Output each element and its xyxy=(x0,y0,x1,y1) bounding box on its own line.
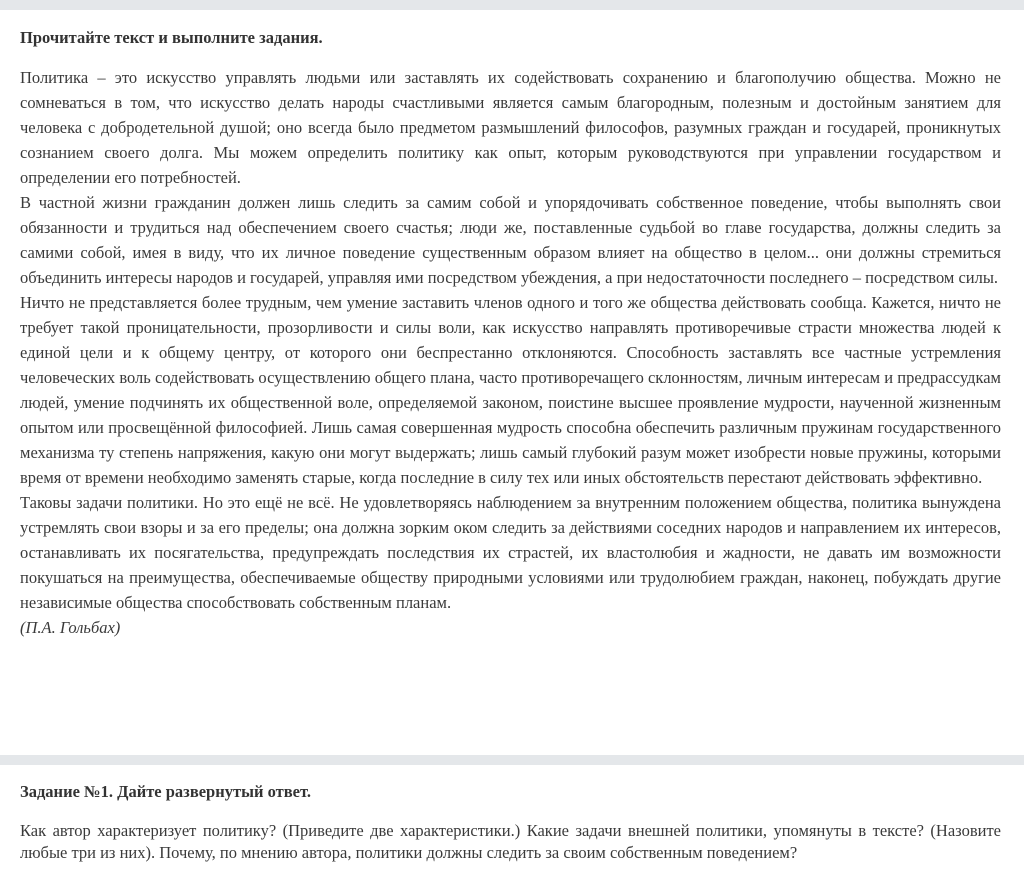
author-attribution: (П.А. Гольбах) xyxy=(20,618,121,637)
task-card xyxy=(20,781,1001,864)
text-paragraph: В частной жизни гражданин должен лишь следить за самим собой и упорядочивать собственное поведение, чтобы выполнять свои обязанности и трудиться над обеспечением своего счастья; люди же, поставленные судьбой во главе государства, должны следить за самими собой, имея в виду, что их личное поведение существенным образом влияет на общество в целом... они должны стремиться объединить интересы народов и государей, управляя ими посредством убеждения, а при недостаточности последнего – посредством силы. xyxy=(20,193,1001,287)
text-paragraph: Таковы задачи политики. Но это ещё не всё. Не удовлетворяясь наблюдением за внутренним положением общества, политика вынуждена устремлять свои взоры и за его пределы; она должна зорким оком следить за действиями соседних народов и направлением их интересов, останавливать их посягательства, предупреждать последствия их страстей, их властолюбия и жадности, не давать им возможности покушаться на преимущества, обеспечиваемые обществу природными условиями или трудолюбием граждан, наконец, побуждать другие независимые общества способствовать собственным планам. xyxy=(20,493,1001,612)
text-paragraph: Ничто не представляется более трудным, чем умение заставить членов одного и того же общества действовать сообща. Кажется, ничто не требует такой проницательности, прозорливости и силы воли, как искусство направлять противоречивые страсти множества людей к единой цели и к общему центру, от которого они беспрестанно отклоняются. Способность заставлять все частные устремления человеческих воль содействовать осуществлению общего плана, часто противоречащего склонностям, личным интересам и предрассудкам людей, умение подчинять их общественной воле, определяемой законом, поистине высшее проявление мудрости, наученной жизненным опытом или просвещённой философией. Лишь самая совершенная мудрость способна обеспечить различным пружинам государственного механизма ту степень напряжения, какую они могут выдержать; лишь самый глубокий разум может изобрести новые пружины, которыми время от времени необходимо заменять старые, когда последние в силу тех или иных обстоятельств перестают действовать эффективно. xyxy=(20,293,1001,487)
reading-card xyxy=(20,27,1001,640)
text-paragraph: Политика – это искусство управлять людьми или заставлять их содействовать сохранению и благополучию общества. Можно не сомневаться в том, что искусство делать народы счастливыми является самым благородным, полезным и достойным занятием для человека с добродетельной душой; оно всегда было предметом размышлений философов, разумных граждан и государей, проникнутых сознанием своего долга. Мы можем определить политику как опыт, которым руководствуются при управлении государством и определении его потребностей. xyxy=(20,68,1001,187)
section-divider xyxy=(0,755,1024,765)
instruction-heading: Прочитайте текст и выполните задания. xyxy=(20,28,323,47)
task-question: Как автор характеризует политику? (Приведите две характеристики.) Какие задачи внешней политики, упомянуты в тексте? (Назовите любые три из них). Почему, по мнению автора, политики должны следить за своим собственным поведением? xyxy=(20,821,1001,862)
top-divider xyxy=(0,0,1024,10)
task-title: Задание №1. Дайте развернутый ответ. xyxy=(20,782,311,801)
